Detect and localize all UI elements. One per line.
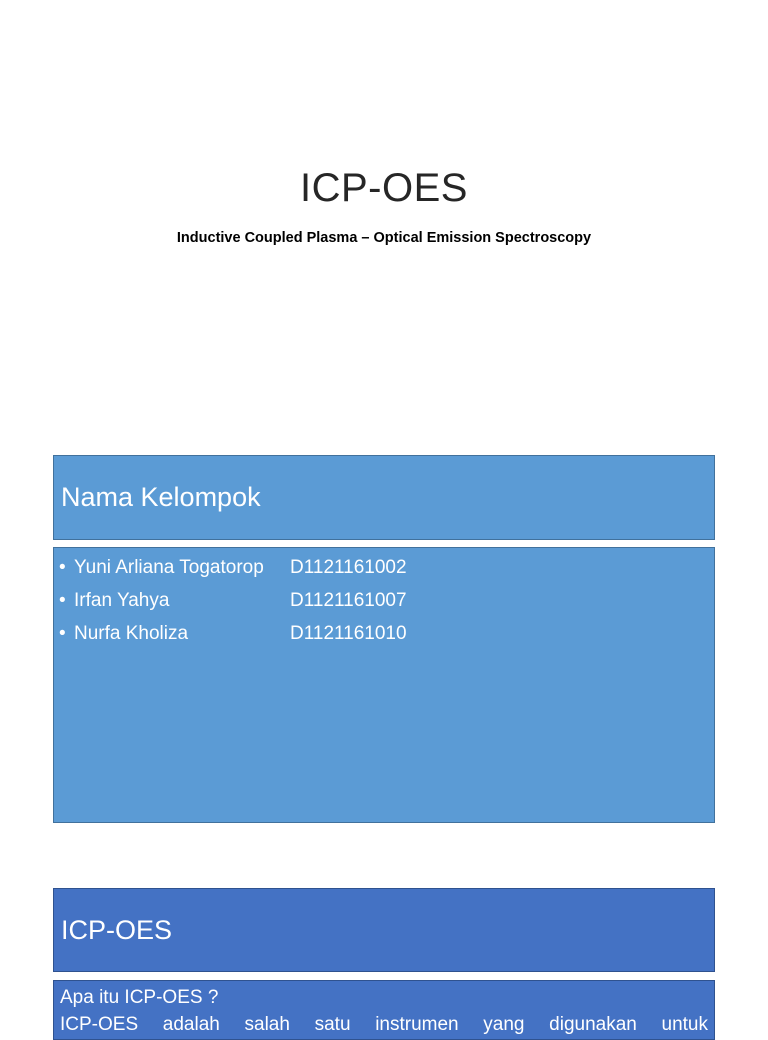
member-item: [59, 617, 714, 650]
icp-question: Apa itu ICP-OES ?: [60, 987, 219, 1008]
icp-header-box: [53, 888, 715, 972]
member-id: D1121161010: [290, 622, 407, 644]
slide-title: ICP-OES: [300, 166, 468, 210]
bullet: •: [59, 622, 66, 644]
member-list: [54, 548, 714, 650]
member-item: [59, 551, 714, 584]
icp-header-label: ICP-OES: [61, 914, 173, 945]
member-name: Yuni Arliana Togatorop: [74, 556, 264, 578]
member-name: Irfan Yahya: [74, 589, 170, 611]
member-id: D1121161007: [290, 589, 407, 611]
member-item: [59, 584, 714, 617]
member-name: Nurfa Kholiza: [74, 622, 189, 644]
icp-description: ICP-OES adalah salah satu instrumen yang digunakan untuk: [60, 1014, 708, 1035]
group-header-box: [53, 455, 715, 540]
bullet: •: [59, 589, 66, 611]
icp-content-box: [53, 980, 715, 1040]
member-id: D1121161002: [290, 556, 407, 578]
slide-subtitle: Inductive Coupled Plasma – Optical Emission Spectroscopy: [176, 230, 592, 246]
bullet: •: [59, 556, 66, 578]
group-header-label: Nama Kelompok: [61, 482, 261, 512]
group-members-box: [53, 547, 715, 823]
